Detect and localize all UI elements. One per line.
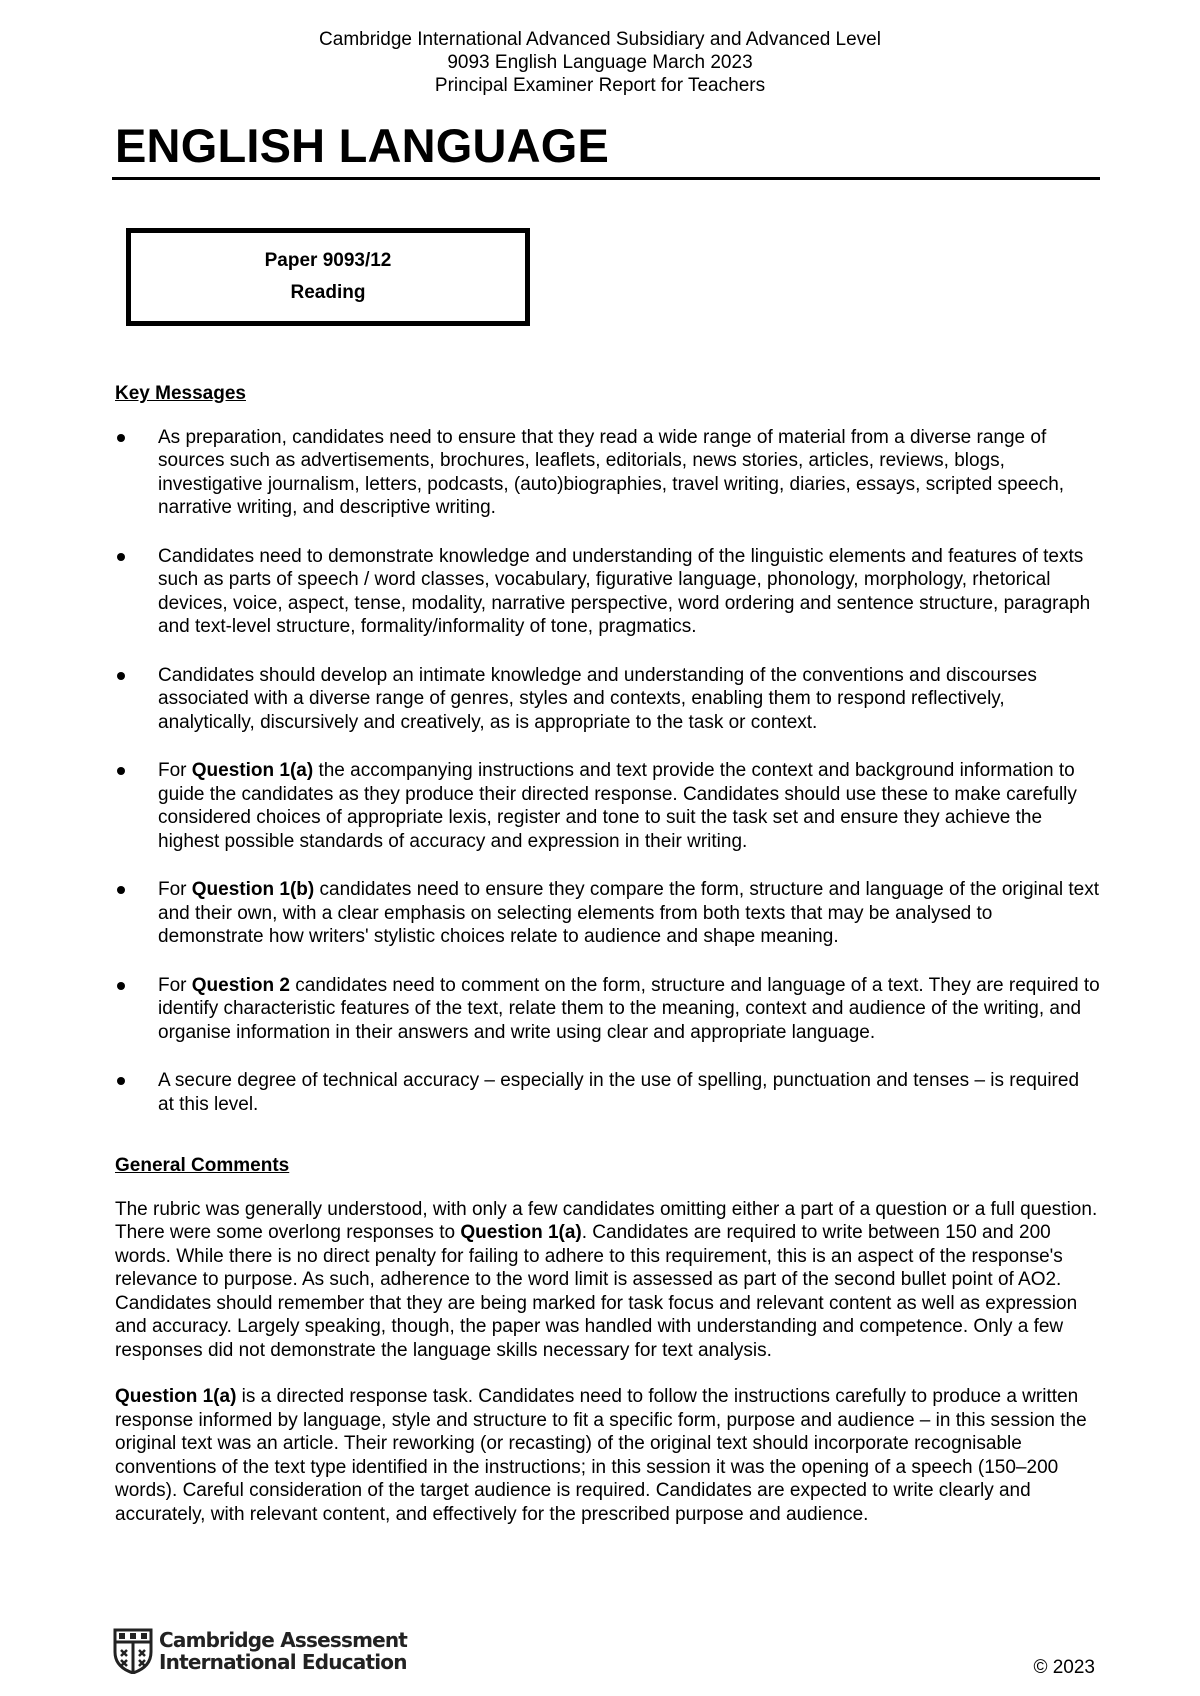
bullet-icon xyxy=(117,767,125,775)
general-comments-heading: General Comments xyxy=(115,1155,290,1176)
copyright-notice: © 2023 xyxy=(1033,1657,1095,1678)
question-1a-paragraph: Question 1(a) is a directed response task. Candidates need to follow the instructions carefully to produce a written response informed by language, style and structure to fit a specific form, purpose and audience – in this session the original text was an article. Their reworking (or recasting) of the original text should incorporate recognisable conventions of the text type identified in the instructions; in this session it was the opening of a speech (150–200 words). Careful consideration of the target audience is required. Candidates are expected to write clearly and accurately, with relevant content, and effectively for the prescribed purpose and audience. xyxy=(115,1386,1087,1525)
bullet-icon xyxy=(117,982,125,990)
logo-wordmark: Cambridge Assessment International Education xyxy=(159,1628,408,1674)
list-item: Candidates should develop an intimate knowledge and understanding of the conventions and discourses associated with a diverse range of genres, styles and contexts, enabling them to respond reflectively, analytically, discursively and creatively, as is appropriate to the task or context. xyxy=(115,664,1100,735)
list-item: For Question 2 candidates need to comment on the form, structure and language of a text. They are required to identify characteristic features of the text, relate them to the meaning, context and audience of the writing, and organise information in their answers and write using clear and appropriate language. xyxy=(115,974,1100,1045)
key-messages-list xyxy=(115,426,1100,1117)
page-title: ENGLISH LANGUAGE xyxy=(115,119,610,172)
bullet-icon xyxy=(117,434,125,442)
header-line-syllabus: 9093 English Language March 2023 xyxy=(447,52,753,73)
list-item: As preparation, candidates need to ensure that they read a wide range of material from a diverse range of sources such as advertisements, brochures, leaflets, editorials, news stories, articles, reviews, blogs, investigative journalism, letters, podcasts, (auto)biographies, travel writing, diaries, essays, scripted speech, narrative writing, and descriptive writing. xyxy=(115,426,1100,520)
bullet-icon xyxy=(117,886,125,894)
cambridge-shield-icon xyxy=(113,1628,153,1674)
bullet-icon xyxy=(117,553,125,561)
list-item: Candidates need to demonstrate knowledge and understanding of the linguistic elements and features of texts such as parts of speech / word classes, vocabulary, figurative language, phonology, morphology, rhetorical devices, voice, aspect, tense, modality, narrative perspective, word ordering and sentence structure, paragraph and text-level structure, formality/informality of tone, pragmatics. xyxy=(115,545,1100,639)
header-line-qualification: Cambridge International Advanced Subsidiary and Advanced Level xyxy=(319,29,881,50)
report-header xyxy=(0,28,1200,97)
cambridge-logo xyxy=(113,1628,407,1674)
list-item: For Question 1(a) the accompanying instructions and text provide the context and background information to guide the candidates as they produce their directed response. Candidates should use these to make carefully considered choices of appropriate lexis, register and tone to suit the task set and ensure they achieve the highest possible standards of accuracy and expression in their writing. xyxy=(115,759,1100,853)
list-item: A secure degree of technical accuracy – especially in the use of spelling, punctuation and tenses – is required at this level. xyxy=(115,1069,1100,1116)
general-comments-paragraph: The rubric was generally understood, with only a few candidates omitting either a part of a question or a full question. There were some overlong responses to Question 1(a). Candidates are required to write between 150 and 200 words. While there is no direct penalty for failing to adhere to this requirement, this is an aspect of the response's relevance to purpose. As such, adherence to the word limit is assessed as part of the second bullet point of AO2. Candidates should remember that they are being marked for task focus and relevant content as well as expression and accuracy. Largely speaking, though, the paper was handled with understanding and competence. Only a few responses did not demonstrate the language skills necessary for text analysis. xyxy=(115,1198,1098,1361)
general-comments-section xyxy=(115,1154,1100,1526)
paper-box xyxy=(126,228,530,326)
header-line-report-type: Principal Examiner Report for Teachers xyxy=(434,75,766,96)
bullet-icon xyxy=(117,672,125,680)
paper-component: Reading xyxy=(290,282,366,303)
key-messages-heading: Key Messages xyxy=(115,383,246,404)
bullet-icon xyxy=(117,1077,125,1085)
report-body xyxy=(115,382,1100,1526)
title-divider xyxy=(112,177,1100,180)
paper-number: Paper 9093/12 xyxy=(264,250,392,271)
list-item: For Question 1(b) candidates need to ensure they compare the form, structure and language of the original text and their own, with a clear emphasis on selecting elements from both texts that may be analysed to demonstrate how writers' stylistic choices relate to audience and shape meaning. xyxy=(115,878,1100,949)
